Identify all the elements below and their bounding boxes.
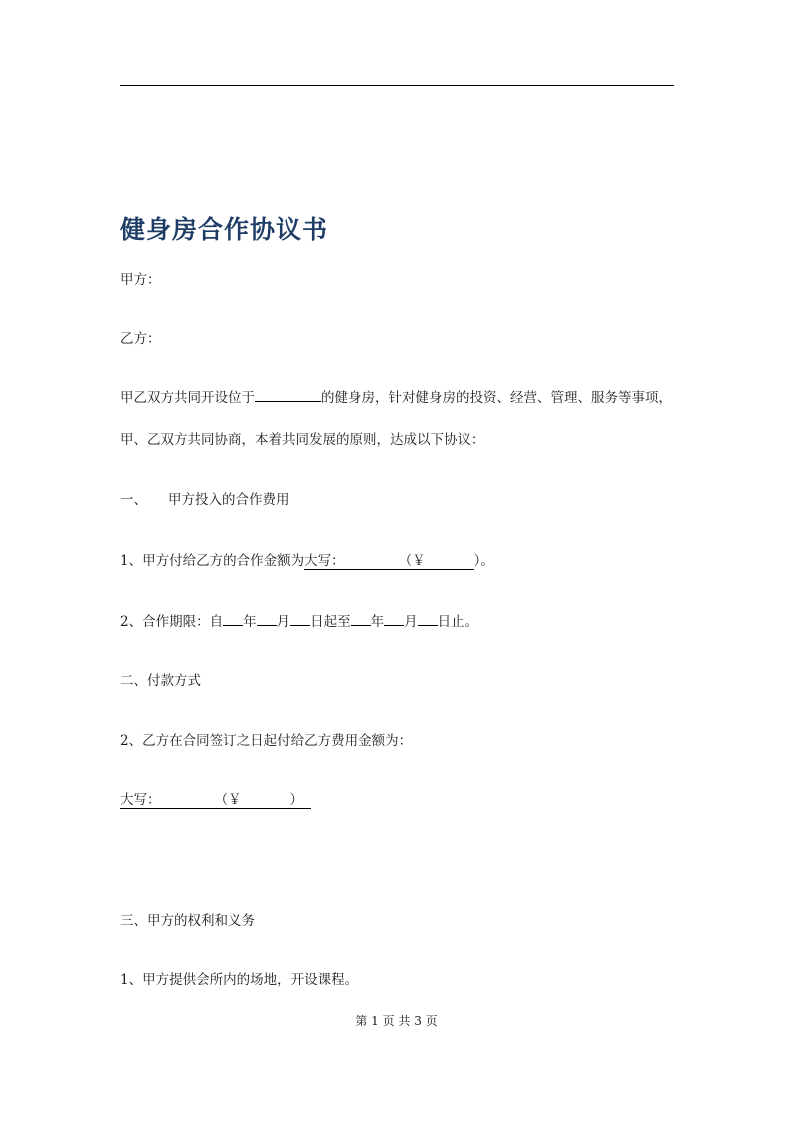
- clause-1-1: 1、甲方付给乙方的合作金额为大写： （￥ ）。: [120, 553, 494, 569]
- amount-field-1[interactable]: 大写： （￥: [304, 553, 474, 570]
- amount-line: [120, 790, 311, 810]
- header-rule: [120, 85, 674, 86]
- document-title: 健身房合作协议书: [120, 215, 329, 244]
- intro-line-2: 甲、乙双方共同协商，本着共同发展的原则，达成以下协议：: [120, 432, 485, 448]
- section-1-heading: [120, 490, 290, 510]
- start-year-blank[interactable]: [223, 611, 243, 626]
- page-footer: 第 1 页 共 3 页: [355, 1014, 438, 1028]
- end-month-blank[interactable]: [384, 611, 404, 626]
- intro-line-1: [120, 387, 672, 408]
- start-month-blank[interactable]: [257, 611, 277, 626]
- section-1-title: 甲方投入的合作费用: [168, 492, 290, 508]
- clause-1-1-close: ）: [473, 553, 481, 569]
- section-2-heading: 二、付款方式: [120, 673, 201, 689]
- location-blank[interactable]: [255, 387, 321, 402]
- end-year-blank[interactable]: [351, 611, 371, 626]
- intro-line-1-before: 甲乙双方共同开设位于: [120, 390, 255, 406]
- start-day-blank[interactable]: [290, 611, 310, 626]
- clause-1-1-prefix: 1、甲方付给乙方的合作金额为: [120, 553, 305, 569]
- clause-3-1: 1、甲方提供会所内的场地，开设课程。: [120, 972, 359, 988]
- section-1-number: 一、: [120, 492, 147, 508]
- section-3-heading: 三、甲方的权利和义务: [120, 913, 255, 929]
- clause-1-2: 2、合作期限：自 年 月 日起至 年 月 日止。: [120, 611, 478, 632]
- end-day-blank[interactable]: [418, 611, 438, 626]
- clause-2-2: 2、乙方在合同签订之日起付给乙方费用金额为：: [120, 733, 413, 749]
- party-b-label: 乙方：: [120, 331, 161, 347]
- party-a-label: 甲方：: [120, 272, 161, 288]
- amount-field-2[interactable]: 大写： （￥ ）: [120, 792, 311, 809]
- intro-line-1-after: 的健身房，针对健身房的投资、经营、管理、服务等事项，: [321, 390, 672, 406]
